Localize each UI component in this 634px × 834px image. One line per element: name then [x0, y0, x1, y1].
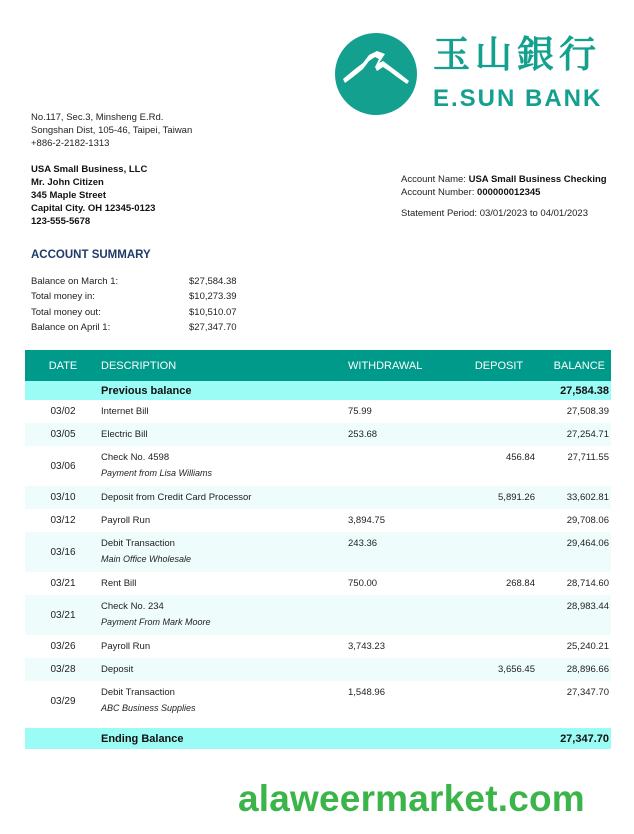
cell-date-text: 03/12 — [50, 515, 76, 526]
summary-value: $10,510.07 — [189, 306, 237, 318]
customer-city: Capital City. OH 12345-0123 — [31, 203, 156, 214]
column-header-withdrawal: WITHDRAWAL — [348, 359, 423, 372]
customer-street: 345 Maple Street — [31, 190, 106, 201]
cell-withdrawal — [348, 406, 453, 417]
cell-withdrawal — [348, 446, 453, 486]
cell-withdrawal — [348, 681, 453, 721]
ending-balance-value: 27,347.70 — [560, 732, 609, 745]
cell-description — [101, 446, 348, 486]
cell-withdrawal-text: 3,894.75 — [348, 515, 385, 526]
cell-date — [25, 578, 101, 589]
bank-address-line: No.117, Sec.3, Minsheng E.Rd. — [31, 112, 164, 123]
cell-withdrawal — [348, 641, 453, 652]
cell-date — [25, 492, 101, 503]
cell-description — [101, 595, 348, 635]
summary-value: $27,347.70 — [189, 321, 237, 333]
table-row — [25, 423, 611, 446]
cell-description — [101, 429, 348, 440]
transactions-table — [25, 350, 611, 749]
cell-date-text: 03/26 — [50, 641, 76, 652]
cell-date-text: 03/21 — [50, 609, 76, 621]
cell-date — [25, 610, 101, 621]
cell-date-text: 03/10 — [50, 492, 76, 503]
statement-period — [401, 207, 607, 220]
cell-description-text: Check No. 234 — [101, 601, 164, 612]
cell-description — [101, 515, 348, 526]
cell-description-detail: Main Office Wholesale — [101, 554, 192, 564]
cell-balance — [535, 595, 611, 635]
ending-balance-row — [25, 728, 611, 749]
table-row — [25, 572, 611, 595]
cell-date — [25, 515, 101, 526]
account-info — [401, 173, 607, 220]
cell-balance — [535, 681, 611, 721]
cell-date-text: 03/21 — [50, 578, 76, 589]
cell-balance-text: 28,714.60 — [566, 578, 609, 589]
cell-deposit — [453, 532, 535, 572]
summary-label: Total money in: — [31, 291, 95, 303]
watermark-text: alaweermarket.com — [238, 778, 585, 819]
account-summary-title: ACCOUNT SUMMARY — [31, 249, 151, 261]
bank-name-english: E.SUN BANK — [433, 85, 603, 112]
column-header-description: DESCRIPTION — [101, 359, 177, 372]
cell-withdrawal-text: 3,743.23 — [348, 641, 385, 652]
cell-withdrawal — [348, 532, 453, 572]
cell-description-text: Deposit from Credit Card Processor — [101, 492, 252, 503]
cell-deposit — [453, 664, 535, 675]
previous-balance-label: Previous balance — [101, 384, 192, 397]
cell-date — [25, 547, 101, 558]
cell-date — [25, 461, 101, 472]
cell-balance — [535, 429, 611, 440]
cell-date — [25, 696, 101, 707]
cell-description — [101, 664, 348, 675]
statement-period-value: 03/01/2023 to 04/01/2023 — [479, 208, 588, 219]
column-header-deposit: DEPOSIT — [474, 359, 524, 372]
table-row — [25, 486, 611, 509]
cell-balance — [535, 532, 611, 572]
cell-description-text: Rent Bill — [101, 578, 137, 589]
table-row — [25, 532, 611, 572]
previous-balance-value: 27,584.38 — [560, 384, 609, 397]
table-row — [25, 681, 611, 721]
customer-address — [31, 163, 155, 228]
cell-withdrawal-text: 253.68 — [348, 429, 378, 440]
cell-balance-text: 27,347.70 — [566, 687, 609, 698]
cell-balance — [535, 664, 611, 675]
cell-balance-text: 27,254.71 — [566, 429, 609, 440]
table-row — [25, 446, 611, 486]
cell-withdrawal-text: 243.36 — [348, 538, 378, 549]
cell-balance — [535, 515, 611, 526]
cell-description — [101, 641, 348, 652]
cell-description-detail: Payment From Mark Moore — [101, 617, 211, 627]
summary-row — [31, 274, 249, 289]
previous-balance-row — [25, 381, 611, 400]
summary-value: $27,584.38 — [189, 276, 237, 287]
cell-withdrawal — [348, 578, 453, 589]
cell-date-text: 03/29 — [50, 695, 76, 707]
cell-deposit — [453, 681, 535, 721]
cell-balance-text: 27,711.55 — [567, 452, 609, 463]
bank-address — [31, 111, 192, 150]
summary-row — [31, 305, 249, 320]
cell-date-text: 03/28 — [50, 664, 76, 675]
cell-description-text: Payroll Run — [101, 641, 151, 652]
account-summary — [31, 274, 249, 335]
statement-period-label: Statement Period: — [401, 208, 478, 219]
table-header — [25, 350, 611, 381]
cell-withdrawal-text: 75.99 — [348, 406, 372, 417]
cell-description-text: Internet Bill — [101, 406, 149, 417]
table-row — [25, 509, 611, 532]
customer-phone: 123-555-5678 — [31, 216, 91, 227]
cell-balance-text: 29,708.06 — [566, 515, 609, 526]
cell-date-text: 03/06 — [50, 460, 76, 472]
summary-label: Balance on April 1: — [31, 321, 111, 333]
cell-withdrawal — [348, 515, 453, 526]
cell-balance — [535, 578, 611, 589]
account-number — [401, 186, 607, 199]
cell-description — [101, 578, 348, 589]
cell-balance-text: 25,240.21 — [566, 641, 609, 652]
cell-date-text: 03/05 — [50, 429, 76, 440]
summary-row — [31, 320, 249, 335]
table-row — [25, 658, 611, 681]
ending-balance-label: Ending Balance — [101, 732, 184, 745]
cell-balance-text: 33,602.81 — [566, 492, 609, 503]
cell-description-detail: ABC Business Supplies — [101, 703, 196, 713]
account-name-value: USA Small Business Checking — [468, 174, 607, 185]
cell-description — [101, 492, 348, 503]
cell-description — [101, 681, 348, 721]
cell-date-text: 03/02 — [50, 406, 76, 417]
cell-balance — [535, 492, 611, 503]
cell-balance — [535, 446, 611, 486]
bank-address-line: Songshan Dist, 105-46, Taipei, Taiwan — [31, 125, 193, 136]
column-header-balance: BALANCE — [553, 359, 605, 372]
bank-name-chinese: 玉山銀行 — [433, 33, 601, 76]
summary-value: $10,273.39 — [189, 291, 237, 303]
cell-description-text: Deposit — [101, 664, 134, 675]
cell-date — [25, 641, 101, 652]
cell-description-text: Electric Bill — [101, 429, 148, 440]
cell-date — [25, 429, 101, 440]
cell-deposit-text: 5,891.26 — [498, 492, 535, 503]
cell-withdrawal-text: 1,548.96 — [348, 687, 385, 698]
cell-description-detail: Payment from Lisa Williams — [101, 468, 212, 478]
cell-description-text: Debit Transaction — [101, 687, 175, 698]
cell-deposit — [453, 595, 535, 635]
cell-balance-text: 28,896.66 — [566, 664, 609, 675]
account-name — [401, 173, 607, 186]
customer-name: Mr. John Citizen — [31, 177, 104, 188]
account-number-value: 000000012345 — [477, 187, 541, 198]
customer-company: USA Small Business, LLC — [31, 164, 148, 175]
cell-date — [25, 406, 101, 417]
bank-phone: +886-2-2182-1313 — [31, 138, 110, 149]
cell-description — [101, 532, 348, 572]
summary-label: Total money out: — [31, 306, 101, 318]
cell-balance — [535, 641, 611, 652]
cell-description-text: Debit Transaction — [101, 538, 175, 549]
cell-withdrawal-text: 750.00 — [348, 578, 378, 589]
summary-row — [31, 289, 249, 304]
bank-logo — [335, 33, 615, 115]
summary-label: Balance on March 1: — [31, 276, 119, 287]
table-row — [25, 595, 611, 635]
cell-balance-text: 29,464.06 — [566, 538, 609, 549]
cell-deposit — [453, 578, 535, 589]
cell-balance-text: 27,508.39 — [566, 406, 609, 417]
cell-description-text: Check No. 4598 — [101, 452, 170, 463]
cell-deposit-text: 268.84 — [505, 578, 535, 589]
cell-deposit — [453, 492, 535, 503]
cell-deposit — [453, 446, 535, 486]
cell-withdrawal — [348, 429, 453, 440]
account-name-label: Account Name: — [401, 174, 466, 185]
column-header-date: DATE — [48, 359, 78, 372]
cell-description — [101, 406, 348, 417]
transaction-rows — [25, 400, 611, 721]
cell-balance-text: 28,983.44 — [566, 601, 609, 612]
cell-date-text: 03/16 — [50, 546, 76, 558]
cell-withdrawal — [348, 595, 453, 635]
cell-deposit-text: 456.84 — [505, 452, 535, 463]
cell-date — [25, 664, 101, 675]
cell-description-text: Payroll Run — [101, 515, 151, 526]
table-row — [25, 635, 611, 658]
account-number-label: Account Number: — [401, 187, 475, 198]
mountain-logo-icon — [335, 33, 417, 115]
cell-deposit-text: 3,656.45 — [498, 664, 535, 675]
cell-balance — [535, 406, 611, 417]
table-row — [25, 400, 611, 423]
